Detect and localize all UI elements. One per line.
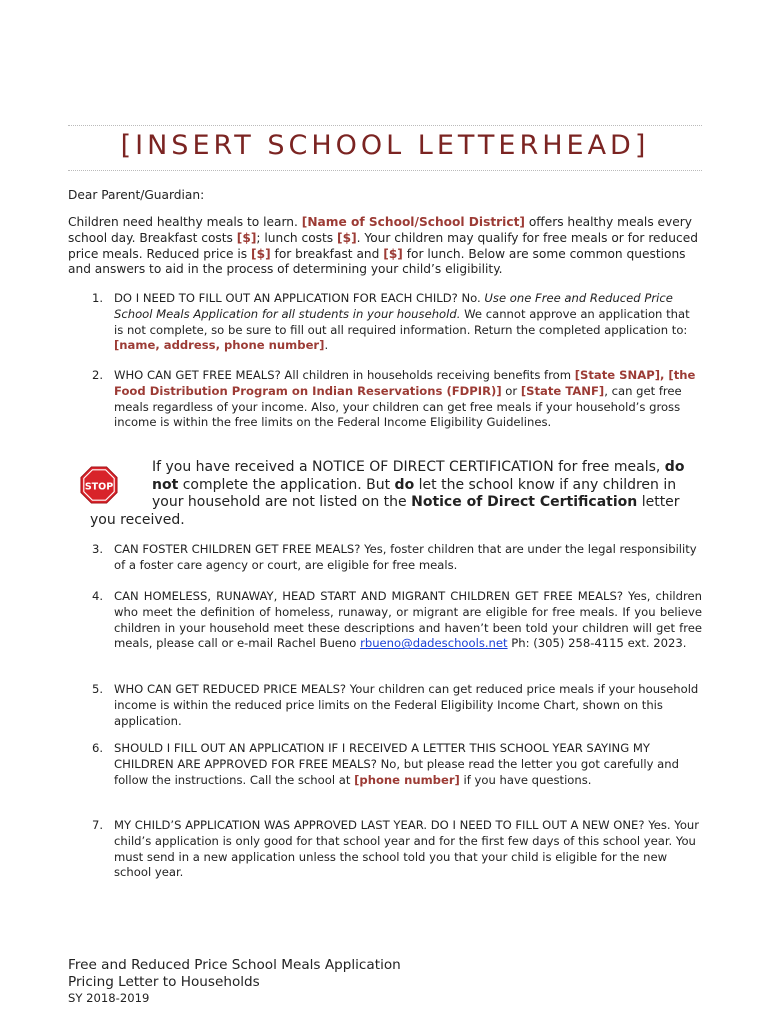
letterhead-banner bbox=[68, 125, 702, 171]
faq-number: 3. bbox=[92, 542, 104, 556]
faq-number: 4. bbox=[92, 589, 104, 603]
faq-question: WHO CAN GET FREE MEALS? All children in households receiving benefits from bbox=[114, 368, 575, 382]
return-address-placeholder: [name, address, phone number] bbox=[114, 338, 325, 353]
stop-sign-label: STOP bbox=[84, 481, 114, 493]
notice-emphasis: do bbox=[394, 476, 415, 493]
faq-question: SHOULD I FILL OUT AN APPLICATION IF I RECEIVED A LETTER THIS SCHOOL YEAR SAYING MY CHILDREN ARE APPROVED FOR FREE MEALS? No, but please read the letter you got carefully and follow the instructions. Call the school at bbox=[114, 741, 679, 787]
faq-text bbox=[114, 368, 702, 431]
notice-text: If you have received a NOTICE OF DIRECT CERTIFICATION for free meals, bbox=[152, 459, 665, 475]
faq-number: 7. bbox=[92, 818, 104, 832]
greeting: Dear Parent/Guardian: bbox=[68, 188, 205, 202]
faq-text bbox=[114, 291, 702, 354]
intro-text: offers healthy meals every school day. Breakfast costs bbox=[68, 215, 692, 245]
faq-text: CAN FOSTER CHILDREN GET FREE MEALS? Yes, foster children that are under the legal responsibility of a foster care agency or court, are eligible for free meals. bbox=[114, 542, 697, 572]
intro-text: ; lunch costs bbox=[256, 230, 338, 245]
notice-emphasis: Notice of Direct Certification bbox=[411, 494, 638, 511]
intro-text: Children need healthy meals to learn. bbox=[68, 215, 302, 229]
lunch-cost-placeholder: [$] bbox=[337, 230, 357, 245]
page-footer bbox=[68, 957, 401, 1006]
faq-answer: Ph: (305) 258-4115 ext. 2023. bbox=[507, 636, 687, 651]
faq-answer: if you have questions. bbox=[459, 772, 592, 787]
reduced-breakfast-placeholder: [$] bbox=[251, 246, 271, 261]
faq-number: 5. bbox=[92, 682, 104, 696]
faq-number: 2. bbox=[92, 368, 104, 382]
faq-emphasis: Use one Free and Reduced Price School Meals Application for all students in your household. bbox=[114, 291, 673, 321]
faq-question: CAN HOMELESS, RUNAWAY, HEAD START AND MIGRANT CHILDREN GET FREE MEALS? Yes, children who meet the definition of homeless, runaway, or migrant are eligible for free meals. If you believe children in your household meet these descriptions and haven’t been told your children will get free meals, please call or e-mail Rachel Bueno bbox=[114, 589, 702, 651]
notice-text: complete the application. But bbox=[178, 476, 395, 493]
intro-text: . Your children may qualify for free meals or for reduced price meals. Reduced price is bbox=[68, 230, 698, 261]
footer-subtitle: Pricing Letter to Households bbox=[68, 974, 260, 990]
faq-text bbox=[114, 741, 702, 788]
footer-title: Free and Reduced Price School Meals Application bbox=[68, 957, 401, 973]
footer-school-year: SY 2018-2019 bbox=[68, 991, 150, 1005]
notice-emphasis: do not bbox=[152, 459, 685, 493]
notice-text-end: you received. bbox=[90, 511, 185, 528]
breakfast-cost-placeholder: [$] bbox=[236, 230, 257, 245]
intro-text: for lunch. Below are some common questions and answers to aid in the process of determining your child’s eligibility. bbox=[68, 246, 686, 277]
faq-item-1 bbox=[92, 291, 702, 354]
direct-certification-notice bbox=[80, 459, 700, 529]
faq-text: MY CHILD’S APPLICATION WAS APPROVED LAST YEAR. DO I NEED TO FILL OUT A NEW ONE? Yes. Your child’s application is only good for that school year and for the first few days of this school year. You must send in a new application unless the school told you that your child is eligible for the new school year. bbox=[114, 818, 700, 880]
email-link[interactable]: rbueno@dadeschools.net bbox=[360, 636, 508, 651]
notice-text: let the school know if any children in your household are not listed on the bbox=[152, 476, 677, 511]
faq-item-3 bbox=[92, 542, 702, 574]
faq-answer: We cannot approve an application that is not complete, so be sure to fill out all required information. Return the completed application to: bbox=[114, 306, 690, 337]
school-name-placeholder: [Name of School/School District] bbox=[301, 215, 525, 229]
letterhead-title: [INSERT SCHOOL LETTERHEAD] bbox=[120, 130, 650, 161]
tanf-placeholder: [State TANF] bbox=[520, 383, 605, 398]
snap-fdpir-placeholder: [State SNAP], [the Food Distribution Program on Indian Reservations (FDPIR)] bbox=[114, 368, 696, 398]
reduced-lunch-placeholder: [$] bbox=[383, 246, 403, 261]
faq-number: 1. bbox=[92, 291, 104, 305]
faq-number: 6. bbox=[92, 741, 104, 755]
faq-answer: . bbox=[324, 338, 329, 353]
intro-paragraph bbox=[68, 215, 702, 278]
notice-text: letter bbox=[637, 494, 680, 511]
faq-item-2 bbox=[92, 368, 702, 431]
faq-answer: or bbox=[501, 383, 521, 398]
faq-text: WHO CAN GET REDUCED PRICE MEALS? Your children can get reduced price meals if your household income is within the reduced price limits on the Federal Eligibility Income Chart, shown on this application. bbox=[114, 682, 699, 728]
intro-text: for breakfast and bbox=[270, 246, 384, 261]
faq-item-4 bbox=[92, 589, 702, 652]
faq-text bbox=[114, 589, 702, 652]
faq-answer: , can get free meals regardless of your income. Also, your children can get free meals if your household’s gross income is within the free limits on the Federal Income Eligibility Guidelines. bbox=[114, 383, 682, 430]
stop-sign-icon bbox=[80, 466, 118, 504]
faq-question: DO I NEED TO FILL OUT AN APPLICATION FOR EACH CHILD? No. bbox=[114, 291, 485, 305]
faq-item-6 bbox=[92, 741, 702, 788]
phone-number-placeholder: [phone number] bbox=[354, 772, 460, 787]
faq-item-7 bbox=[92, 818, 702, 881]
faq-item-5 bbox=[92, 682, 702, 729]
